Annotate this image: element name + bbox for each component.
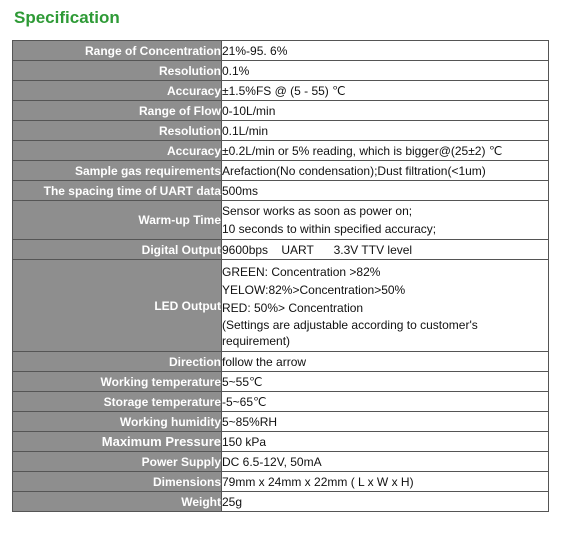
table-row xyxy=(13,260,549,352)
row-label: Accuracy xyxy=(13,141,222,161)
row-label: Resolution xyxy=(13,121,222,141)
table-row xyxy=(13,81,549,101)
table-row xyxy=(13,240,549,260)
page-title: Specification xyxy=(14,8,120,27)
row-value: 0-10L/min xyxy=(222,101,549,121)
row-value: 500ms xyxy=(222,181,549,201)
row-value: ±0.2L/min or 5% reading, which is bigger@(25±2) ℃ xyxy=(222,141,549,161)
row-label: Working temperature xyxy=(13,372,222,392)
row-label: Storage temperature xyxy=(13,392,222,412)
row-value: 150 kPa xyxy=(222,432,549,452)
row-value: GREEN: Concentration >82% YELOW:82%>Concentration>50% RED: 50%> Concentration (Settings are adjustable according to customer's requirement) xyxy=(222,260,549,352)
table-row xyxy=(13,352,549,372)
row-label: Resolution xyxy=(13,61,222,81)
row-value: 25g xyxy=(222,492,549,512)
table-row xyxy=(13,412,549,432)
row-label: Working humidity xyxy=(13,412,222,432)
row-label: Accuracy xyxy=(13,81,222,101)
row-label: LED Output xyxy=(13,260,222,352)
row-label: Warm-up Time xyxy=(13,201,222,240)
table-row xyxy=(13,101,549,121)
row-label: Power Supply xyxy=(13,452,222,472)
table-row xyxy=(13,161,549,181)
table-row xyxy=(13,141,549,161)
row-label: Weight xyxy=(13,492,222,512)
row-value: -5~65℃ xyxy=(222,392,549,412)
table-row xyxy=(13,41,549,61)
row-label: Direction xyxy=(13,352,222,372)
row-value: DC 6.5-12V, 50mA xyxy=(222,452,549,472)
table-row xyxy=(13,61,549,81)
row-label: Sample gas requirements xyxy=(13,161,222,181)
table-row xyxy=(13,201,549,240)
row-label: Range of Concentration xyxy=(13,41,222,61)
row-value: 5~85%RH xyxy=(222,412,549,432)
row-label: The spacing time of UART data xyxy=(13,181,222,201)
row-label: Dimensions xyxy=(13,472,222,492)
table-row xyxy=(13,121,549,141)
row-value: Sensor works as soon as power on; 10 seconds to within specified accuracy; xyxy=(222,201,549,240)
table-row xyxy=(13,372,549,392)
row-label: Range of Flow xyxy=(13,101,222,121)
row-value: follow the arrow xyxy=(222,352,549,372)
row-value: 21%-95. 6% xyxy=(222,41,549,61)
row-value: ±1.5%FS @ (5 - 55) ℃ xyxy=(222,81,549,101)
row-value: 5~55℃ xyxy=(222,372,549,392)
table-row xyxy=(13,392,549,412)
row-value: 9600bps UART 3.3V TTV level xyxy=(222,240,549,260)
table-row xyxy=(13,472,549,492)
specification-table xyxy=(12,40,549,512)
table-row xyxy=(13,452,549,472)
table-row xyxy=(13,432,549,452)
row-value: 0.1L/min xyxy=(222,121,549,141)
row-label: Maximum Pressure xyxy=(13,432,222,452)
row-value: 0.1% xyxy=(222,61,549,81)
row-label: Digital Output xyxy=(13,240,222,260)
table-row xyxy=(13,181,549,201)
row-value: 79mm x 24mm x 22mm ( L x W x H) xyxy=(222,472,549,492)
row-value: Arefaction(No condensation);Dust filtration(<1um) xyxy=(222,161,549,181)
table-row xyxy=(13,492,549,512)
